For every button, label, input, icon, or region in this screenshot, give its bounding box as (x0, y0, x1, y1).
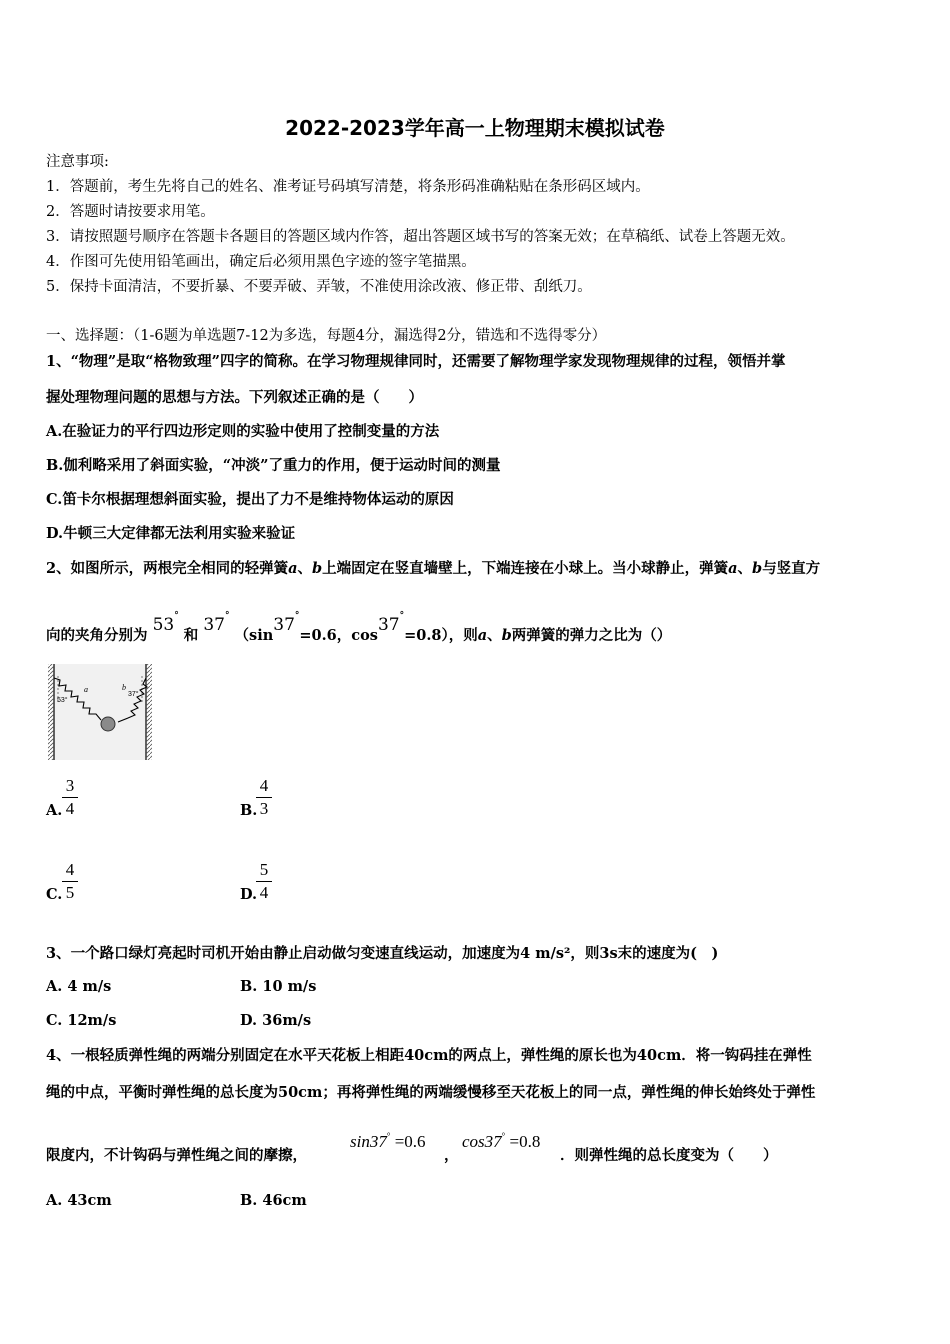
fraction-numerator: 4 (259, 776, 269, 795)
degree-symbol: ° (399, 611, 405, 621)
separator: 、 (737, 560, 753, 577)
sin-function: sin37 (350, 1132, 387, 1151)
fraction-bar (256, 881, 272, 882)
angle-37: 37 (273, 615, 295, 635)
fraction-numerator: 3 (65, 776, 75, 795)
fraction-numerator: 4 (65, 860, 75, 879)
q4-stem-line3-start: 限度内，不计钩码与弹性绳之间的摩擦， (46, 1147, 307, 1164)
notice-item: 4．作图可先使用铅笔画出，确定后必须用黑色字迹的签字笔描黑。 (46, 254, 476, 270)
q2-text: （sin (234, 627, 274, 644)
q2-option-c-label: C. (46, 886, 63, 903)
degree-symbol: ° (224, 611, 230, 621)
notice-item: 2．答题时请按要求用笔。 (46, 204, 215, 220)
q1-option-d: D.牛顿三大定律都无法利用实验来验证 (46, 525, 296, 542)
fraction-denominator: 3 (259, 799, 269, 818)
angle-53: 53 (152, 615, 175, 635)
fraction-bar (62, 797, 78, 798)
q1-stem-line2: 握处理物理问题的思想与方法。下列叙述正确的是（ ） (46, 389, 423, 406)
separator: 、 (297, 560, 312, 577)
sin37-formula (350, 1131, 426, 1152)
q3-option-a: A. 4 m/s (46, 978, 112, 995)
spring-a-label: a (728, 560, 738, 577)
q4-stem-line1: 4、一根轻质弹性绳的两端分别固定在水平天花板上相距40cm的两点上，弹性绳的原长也为40cm．将一钩码挂在弹性 (46, 1047, 812, 1064)
spring-a-label: a (477, 627, 488, 644)
q3-option-d: D. 36m/s (240, 1012, 312, 1029)
q2-stem-line1 (46, 559, 820, 579)
ball (101, 717, 115, 731)
q2-option-b-label: B. (240, 802, 258, 819)
fraction-numerator: 5 (259, 860, 269, 879)
q4-stem-line2: 绳的中点，平衡时弹性绳的总长度为50cm；再将弹性绳的两端缓慢移至天花板上的同一点，弹性绳的伸长始终处于弹性 (46, 1084, 816, 1101)
q2-option-a-fraction (62, 776, 78, 819)
fraction-bar (256, 797, 272, 798)
q2-option-a-label: A. (46, 802, 63, 819)
cos37-formula (462, 1131, 540, 1152)
spring-b-label: b (752, 560, 763, 577)
notice-item: 3．请按照题号顺序在答题卡各题目的答题区域内作答，超出答题区域书写的答案无效；在草稿纸、试卷上答题无效。 (46, 229, 795, 245)
figure-angle-37: 37° (128, 691, 139, 698)
angle-37: 37 (203, 615, 225, 635)
sin-value: =0.6 (394, 1132, 426, 1151)
q2-text: =0.8），则 (404, 627, 478, 644)
notice-item: 5．保持卡面清洁，不要折暴、不要弄破、弄皱，不准使用涂改液、修正带、刮纸刀。 (46, 279, 592, 295)
q1-option-a: A.在验证力的平行四边形定则的实验中使用了控制变量的方法 (46, 423, 440, 440)
angle-37: 37 (377, 615, 400, 635)
q2-text: 和 (183, 627, 199, 644)
q2-text: 2、如图所示，两根完全相同的轻弹簧 (46, 560, 289, 577)
q2-option-b-fraction (256, 776, 272, 819)
q2-text: 两弹簧的弹力之比为（） (511, 627, 672, 644)
q1-stem-line1: 1、“物理”是取“格物致理”四字的简称。在学习物理规律同时，还需要了解物理学家发现物理规律的过程，领悟并掌 (46, 353, 786, 370)
figure-label-a: a (84, 685, 88, 694)
notice-item: 1．答题前，考生先将自己的姓名、准考证号码填写清楚，将条形码准确粘贴在条形码区域内。 (46, 179, 650, 195)
spring-b-label: b (312, 560, 323, 577)
figure-label-b: b (122, 683, 126, 692)
q2-option-c-fraction (62, 860, 78, 903)
q3-stem: 3、一个路口绿灯亮起时司机开始由静止启动做匀变速直线运动，加速度为4 m/s²，则3s末的速度为( ) (46, 945, 719, 962)
q2-text: =0.6，cos (299, 627, 378, 644)
notice-heading: 注意事项: (46, 154, 109, 170)
page-title: 2022-2023学年高一上物理期末模拟试卷 (285, 116, 665, 140)
fraction-bar (62, 881, 78, 882)
fraction-denominator: 4 (259, 883, 269, 902)
q2-stem-line2 (46, 611, 672, 646)
q4-option-b: B. 46cm (240, 1192, 307, 1209)
separator: 、 (487, 627, 502, 644)
fraction-denominator: 5 (65, 883, 75, 902)
q2-option-d-fraction (256, 860, 272, 903)
right-wall-hatching (146, 664, 152, 760)
q3-option-c: C. 12m/s (46, 1012, 117, 1029)
q4-option-a: A. 43cm (46, 1192, 112, 1209)
q2-option-d-label: D. (240, 886, 258, 903)
q2-text: 向的夹角分别为 (46, 627, 148, 644)
spring-a-label: a (288, 560, 298, 577)
q1-option-b: B.伽利略采用了斜面实验，“冲淡”了重力的作用，便于运动时间的测量 (46, 457, 501, 474)
section-heading: 一、选择题：（1-6题为单选题7-12为多选，每题4分，漏选得2分，错选和不选得零分） (46, 328, 607, 344)
degree-symbol: ° (294, 611, 300, 621)
degree-symbol: ° (501, 1131, 506, 1141)
cos-value: =0.8 (509, 1132, 541, 1151)
q2-text: 上端固定在竖直墙壁上，下端连接在小球上。当小球静止，弹簧 (322, 560, 729, 577)
degree-symbol: ° (386, 1131, 391, 1141)
figure-angle-53: 53° (57, 697, 68, 704)
q1-option-c: C.笛卡尔根据理想斜面实验，提出了力不是维持物体运动的原因 (46, 491, 454, 508)
spring-ball-figure (46, 662, 154, 762)
formula-separator: ， (444, 1147, 459, 1164)
spring-b-label: b (501, 627, 512, 644)
cos-function: cos37 (462, 1132, 502, 1151)
q2-text: 与竖直方 (762, 560, 821, 577)
left-wall-hatching (48, 664, 54, 760)
fraction-denominator: 4 (65, 799, 75, 818)
q4-stem-line3-end: ．则弹性绳的总长度变为（ ） (560, 1147, 778, 1164)
degree-symbol: ° (174, 611, 179, 621)
q3-option-b: B. 10 m/s (240, 978, 317, 995)
